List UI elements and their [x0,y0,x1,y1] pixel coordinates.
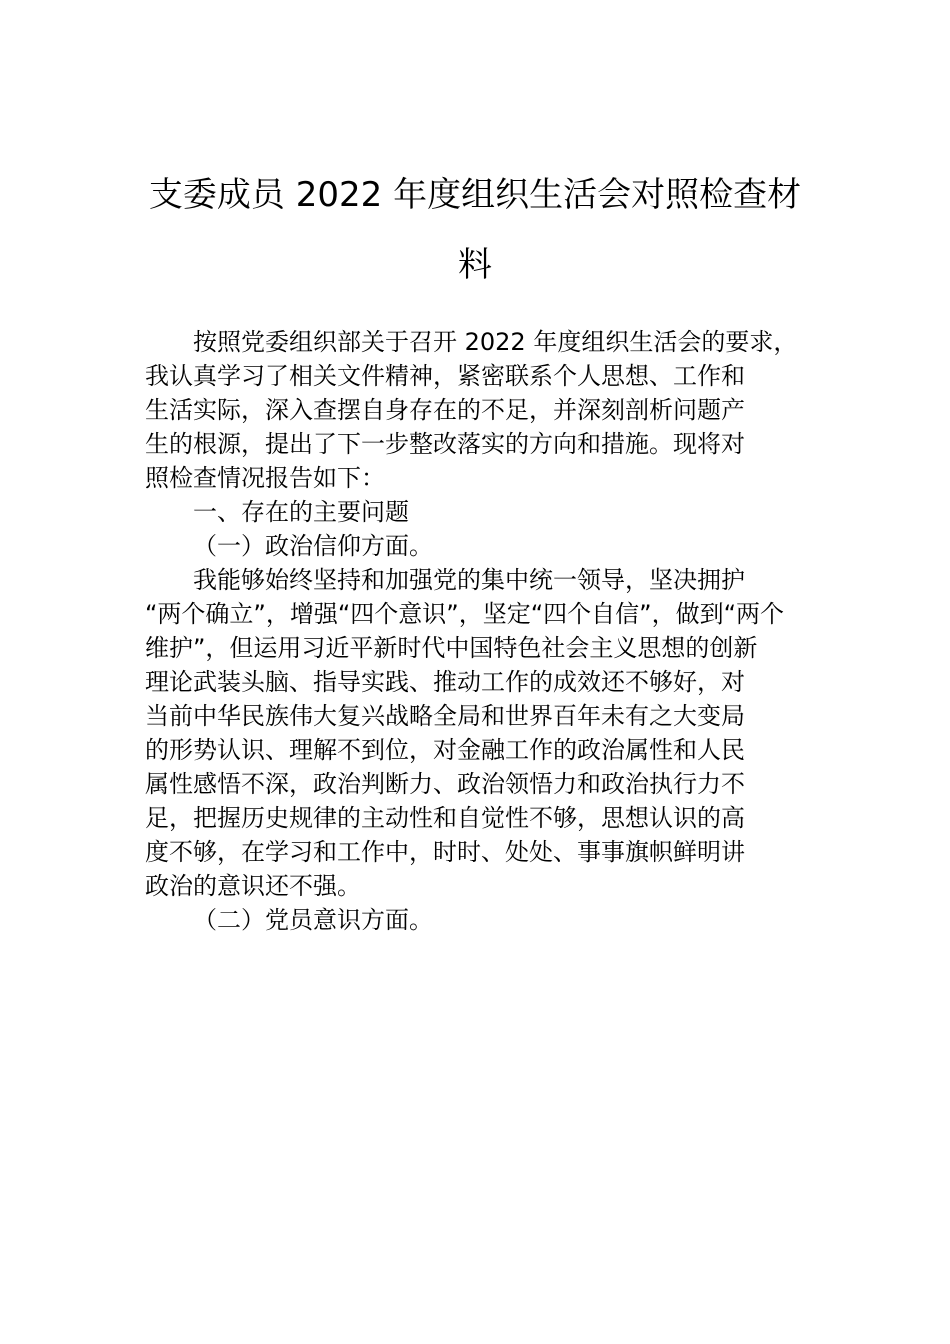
paragraph-line: 理论武装头脑、指导实践、推动工作的成效还不够好，对 [145,668,745,696]
title-line: 料 [458,245,492,285]
subsection-heading-text: （二）党员意识方面。 [193,906,433,934]
paragraph-line: 生的根源，提出了下一步整改落实的方向和措施。现将对 [145,430,745,458]
paragraph-line: 政治的意识还不强。 [145,872,361,900]
subsection-heading-text: （一）政治信仰方面。 [193,532,433,560]
paragraph-line: 照检查情况报告如下： [145,464,385,492]
paragraph-line: 维护”，但运用习近平新时代中国特色社会主义思想的创新 [145,634,758,662]
section-heading [145,495,815,529]
paragraph-line: 我认真学习了相关文件精神，紧密联系个人思想、工作和 [145,362,745,390]
subsection-heading [145,903,815,937]
paragraph-line: 属性感悟不深，政治判断力、政治领悟力和政治执行力不 [145,770,745,798]
paragraph-line: 当前中华民族伟大复兴战略全局和世界百年未有之大变局 [145,702,745,730]
document-body [145,325,815,937]
paragraph-line: 的形势认识、理解不到位，对金融工作的政治属性和人民 [145,736,745,764]
paragraph-line: “两个确立”，增强“四个意识”，坚定“四个自信”，做到“两个 [145,600,785,628]
body-paragraph [145,563,815,903]
document-title [140,160,810,300]
paragraph-line: 度不够，在学习和工作中，时时、处处、事事旗帜鲜明讲 [145,838,745,866]
paragraph-line: 足，把握历史规律的主动性和自觉性不够，思想认识的高 [145,804,745,832]
intro-paragraph [145,325,815,495]
section-heading-text: 一、存在的主要问题 [193,498,409,526]
paragraph-line: 生活实际，深入查摆自身存在的不足，并深刻剖析问题产 [145,396,745,424]
paragraph-line: 我能够始终坚持和加强党的集中统一领导，坚决拥护 [193,566,745,594]
paragraph-line: 按照党委组织部关于召开 2022 年度组织生活会的要求， [193,328,798,356]
subsection-heading [145,529,815,563]
title-line: 支委成员 2022 年度组织生活会对照检查材 [148,175,802,215]
